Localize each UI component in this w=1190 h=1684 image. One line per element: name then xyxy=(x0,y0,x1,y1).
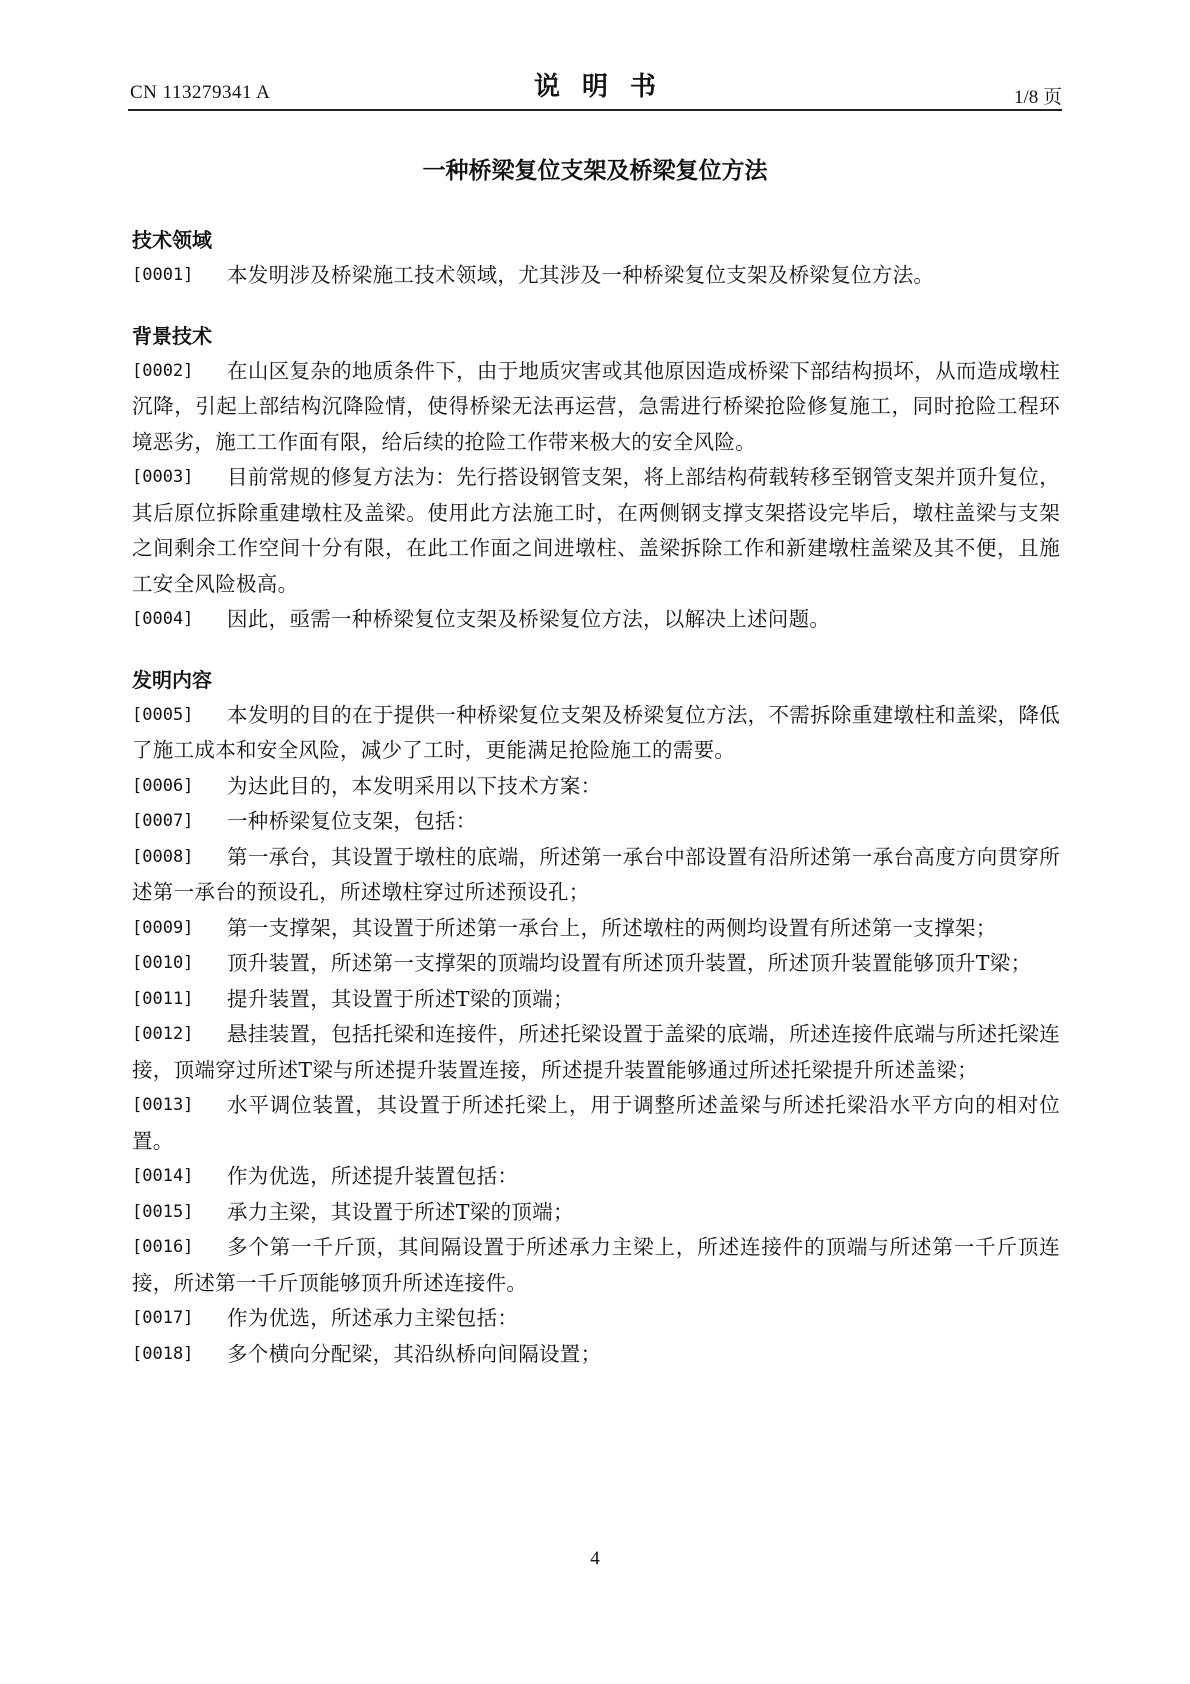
paragraph-number: [0018] xyxy=(132,1343,194,1364)
page-number: 4 xyxy=(590,1548,600,1569)
paragraph-text: 作为优选，所述承力主梁包括： xyxy=(227,1306,519,1330)
paragraph-text: 多个横向分配梁，其沿纵桥向间隔设置； xyxy=(227,1341,602,1366)
paragraph xyxy=(132,698,1060,769)
paragraph-number: [0004] xyxy=(132,609,194,629)
paragraph-text: 多个第一千斤顶，其间隔设置于所述承力主梁上，所述连接件的顶端与所述第一千斤顶连接，所述第一千斤顶能够顶升所述连接件。 xyxy=(132,1235,1060,1295)
paragraph xyxy=(132,1337,1060,1373)
paragraph-text: 一种桥梁复位支架，包括： xyxy=(227,809,477,833)
paragraph xyxy=(132,1195,1060,1231)
paragraph-text: 水平调位装置，其设置于所述托梁上，用于调整所述盖梁与所述托梁沿水平方向的相对位置。 xyxy=(132,1093,1060,1153)
paragraph-number: [0015] xyxy=(132,1201,194,1222)
paragraph-number: [0001] xyxy=(132,265,194,285)
paragraph xyxy=(132,1230,1060,1301)
paragraph-number: [0008] xyxy=(132,846,194,867)
paragraph xyxy=(132,804,1060,840)
paragraph xyxy=(132,1301,1060,1337)
paragraph-number: [0003] xyxy=(132,467,194,487)
paragraph-text: 因此，亟需一种桥梁复位支架及桥梁复位方法，以解决上述问题。 xyxy=(227,607,831,631)
paragraph-text: 顶升装置，所述第一支撑架的顶端均设置有所述顶升装置，所述顶升装置能够顶升T梁； xyxy=(227,951,1032,975)
paragraph xyxy=(132,946,1060,982)
paragraph-number: [0011] xyxy=(132,988,194,1009)
paragraph-text: 第一承台，其设置于墩柱的底端，所述第一承台中部设置有沿所述第一承台高度方向贯穿所述第一承台的预设孔，所述墩柱穿过所述预设孔； xyxy=(132,844,1060,904)
publication-number: CN 113279341 A xyxy=(130,82,271,103)
paragraph-text: 悬挂装置，包括托梁和连接件，所述托梁设置于盖梁的底端，所述连接件底端与所述托梁连接，顶端穿过所述T梁与所述提升装置连接，所述提升装置能够通过所述托梁提升所述盖梁； xyxy=(132,1022,1060,1082)
paragraph xyxy=(132,982,1060,1018)
section-technical-field xyxy=(132,222,1060,294)
header-divider xyxy=(128,109,1062,111)
paragraph xyxy=(132,911,1060,947)
page-indicator: 1/8 页 xyxy=(1013,87,1062,108)
document-type: 说明书 xyxy=(533,72,678,102)
paragraph xyxy=(132,1088,1060,1159)
section-background xyxy=(132,318,1060,638)
paragraph xyxy=(132,460,1060,602)
paragraph-number: [0002] xyxy=(132,360,194,381)
section-summary xyxy=(132,662,1060,1373)
paragraph-text: 目前常规的修复方法为：先行搭设钢管支架，将上部结构荷载转移至钢管支架并顶升复位，其后原位拆除重建墩柱及盖梁。使用此方法施工时，在两侧钢支撑支架搭设完毕后，墩柱盖梁与支架之间剩余工作空间十分有限，在此工作面之间进墩柱、盖梁拆除工作和新建墩柱盖梁及其不便，且施工安全风险极高。 xyxy=(132,465,1060,596)
paragraph xyxy=(132,258,1060,294)
paragraph-text: 为达此目的，本发明采用以下技术方案： xyxy=(227,773,602,798)
paragraph xyxy=(132,840,1060,911)
paragraph-number: [0014] xyxy=(132,1166,194,1186)
paragraph xyxy=(132,1017,1060,1088)
paragraph-number: [0007] xyxy=(132,811,194,831)
paragraph-number: [0006] xyxy=(132,775,194,796)
paragraph xyxy=(132,1159,1060,1195)
paragraph-number: [0013] xyxy=(132,1095,194,1115)
paragraph-text: 本发明涉及桥梁施工技术领域，尤其涉及一种桥梁复位支架及桥梁复位方法。 xyxy=(227,263,935,287)
paragraph-text: 本发明的目的在于提供一种桥梁复位支架及桥梁复位方法，不需拆除重建墩柱和盖梁，降低了施工成本和安全风险，减少了工时，更能满足抢险施工的需要。 xyxy=(132,702,1060,762)
document-body xyxy=(132,222,1060,1372)
paragraph xyxy=(132,602,1060,638)
paragraph xyxy=(132,354,1060,461)
paragraph-number: [0017] xyxy=(132,1308,194,1328)
paragraph-number: [0009] xyxy=(132,917,194,938)
document-title: 一种桥梁复位支架及桥梁复位方法 xyxy=(422,158,768,184)
paragraph-number: [0005] xyxy=(132,704,194,725)
section-heading: 发明内容 xyxy=(132,667,212,692)
paragraph-text: 提升装置，其设置于所述T梁的顶端； xyxy=(227,986,574,1011)
paragraph-number: [0016] xyxy=(132,1237,194,1257)
paragraph xyxy=(132,769,1060,805)
paragraph-text: 第一支撑架，其设置于所述第一承台上，所述墩柱的两侧均设置有所述第一支撑架； xyxy=(227,915,997,940)
paragraph-text: 作为优选，所述提升装置包括： xyxy=(227,1164,519,1188)
section-heading: 背景技术 xyxy=(132,323,212,348)
paragraph-number: [0010] xyxy=(132,953,194,973)
paragraph-number: [0012] xyxy=(132,1024,194,1044)
paragraph-text: 承力主梁，其设置于所述T梁的顶端； xyxy=(227,1199,574,1224)
section-heading: 技术领域 xyxy=(132,228,212,252)
paragraph-text: 在山区复杂的地质条件下，由于地质灾害或其他原因造成桥梁下部结构损坏，从而造成墩柱沉降，引起上部结构沉降险情，使得桥梁无法再运营，急需进行桥梁抢险修复施工，同时抢险工程环境恶劣，施工工作面有限，给后续的抢险工作带来极大的安全风险。 xyxy=(132,358,1060,454)
